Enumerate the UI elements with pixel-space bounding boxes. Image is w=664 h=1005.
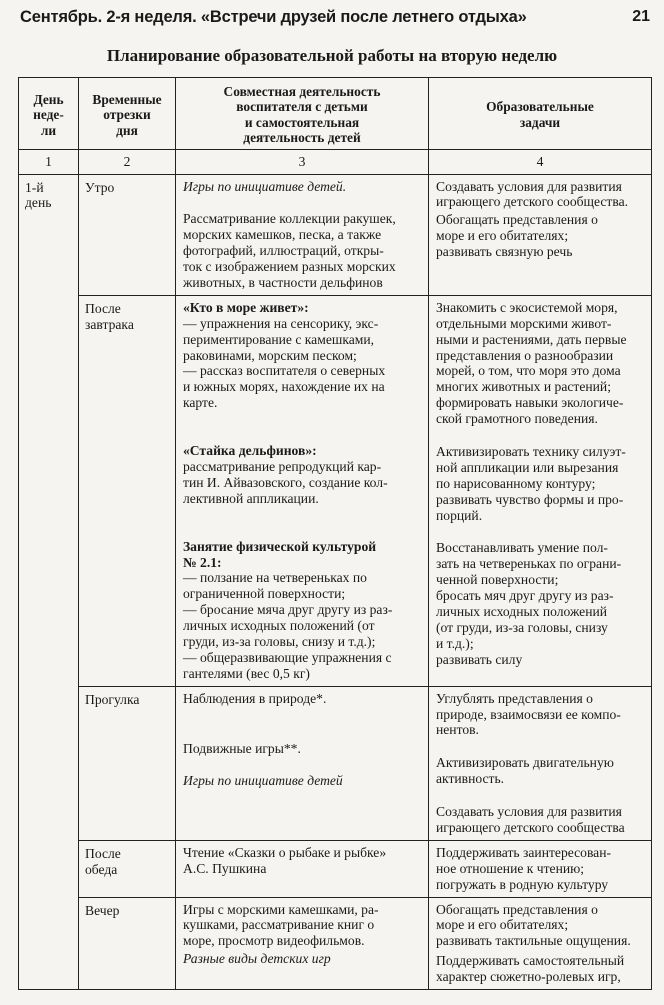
activity-heading: «Кто в море живет»: [183, 299, 309, 315]
activity-block [183, 773, 422, 789]
task-cell [429, 295, 652, 686]
activity-line: Наблюдения в природе*. [183, 690, 327, 706]
activity-line: Подвижные игры**. [183, 740, 301, 756]
time-label: обеда [85, 861, 118, 877]
header-time-line: дня [116, 122, 138, 138]
task-cell [429, 840, 652, 897]
header-time-segments [79, 78, 176, 150]
task-line: отдельными морскими живот- [436, 315, 612, 331]
task-line: Активизировать технику силуэт- [436, 443, 626, 459]
activity-line: Разные виды детских игр [183, 951, 331, 967]
task-line: развивать тактильные ощущения. [436, 933, 631, 949]
activity-block [183, 902, 422, 950]
column-number: 1 [19, 149, 79, 174]
task-line: зать на четвереньках по ограни- [436, 556, 622, 572]
table-row [19, 686, 652, 840]
table-row [19, 295, 652, 686]
activity-line: А.С. Пушкина [183, 860, 267, 876]
column-number-row [19, 149, 652, 174]
activity-block [183, 443, 422, 507]
activity-block [183, 179, 422, 195]
activity-line: гантелями (вес 0,5 кг) [183, 665, 310, 681]
task-block [436, 845, 645, 893]
activity-heading: № 2.1: [183, 554, 222, 570]
header-day-line: ли [40, 122, 57, 138]
task-line: формировать навыки экологиче- [436, 395, 624, 411]
activity-line: — упражнения на сенсорику, экс- [183, 315, 379, 331]
activity-line: Игры по инициативе детей [183, 773, 343, 789]
activity-line: личных исходных положений (от [183, 618, 375, 634]
task-line: развивать чувство формы и про- [436, 491, 624, 507]
task-line: природе, взаимосвязи ее компо- [436, 706, 621, 722]
time-label: После [85, 845, 121, 861]
activity-line: Игры по инициативе детей. [183, 178, 347, 194]
day-label: 1-й [25, 179, 44, 195]
activity-line: Рассматривание коллекции ракушек, [183, 211, 396, 227]
activity-line: морских камешков, песка, а также [183, 227, 382, 243]
header-tasks [429, 78, 652, 150]
table-header-row [19, 78, 652, 150]
activity-line: кушками, рассматривание книг о [183, 917, 375, 933]
task-line: ное отношение к чтению; [436, 860, 585, 876]
activity-line: фотографий, иллюстраций, откры- [183, 243, 384, 259]
activity-cell [176, 897, 429, 989]
table-row [19, 897, 652, 989]
task-block [436, 212, 645, 260]
header-activities [176, 78, 429, 150]
task-cell [429, 686, 652, 840]
task-line: Поддерживать самостоятельный [436, 953, 625, 969]
column-number: 4 [429, 149, 652, 174]
activity-block [183, 300, 422, 411]
activity-line: лективной аппликации. [183, 490, 319, 506]
activity-line: — общеразвивающие упражнения с [183, 649, 392, 665]
activity-line: — рассказ воспитателя о северных [183, 363, 386, 379]
activity-cell [176, 686, 429, 840]
header-day-line: неде- [33, 107, 64, 123]
activity-block [183, 691, 422, 707]
task-cell [429, 897, 652, 989]
header-activities-line: и самостоятельная [244, 114, 360, 130]
time-label: завтрака [85, 316, 134, 332]
activity-line: Игры с морскими камешками, ра- [183, 901, 379, 917]
activity-cell [176, 295, 429, 686]
task-block [436, 540, 645, 667]
activity-line: — ползание на четвереньках по [183, 570, 367, 586]
task-block [436, 804, 645, 836]
task-line: личных исходных положений [436, 604, 608, 619]
task-line: погружать в родную культуру [436, 876, 609, 892]
task-line: развивать силу [436, 651, 523, 667]
header-day-line: День [33, 91, 64, 107]
task-line: по нарисованному контуру; [436, 475, 596, 491]
header-time-line: отрезки [103, 107, 151, 123]
activity-line: животных, в частности дельфинов [183, 274, 383, 290]
task-cell [429, 174, 652, 295]
activity-line: ток с изображением разных морских [183, 259, 396, 275]
task-line: (от груди, из-за головы, снизу [436, 619, 608, 635]
task-block [436, 444, 645, 523]
task-block [436, 755, 645, 787]
task-block [436, 953, 645, 985]
activity-line: Чтение «Сказки о рыбаке и рыбке» [183, 844, 387, 860]
header-activities-line: воспитателя с детьми [236, 99, 368, 115]
time-cell [79, 174, 176, 295]
table-body [19, 174, 652, 990]
activity-cell [176, 840, 429, 897]
column-number: 3 [176, 149, 429, 174]
planning-table [18, 77, 652, 990]
task-line: Знакомить с экосистемой моря, [436, 299, 618, 315]
time-label: После [85, 300, 121, 316]
time-label: Вечер [85, 902, 120, 918]
activity-line: периментирование с камешками, [183, 331, 375, 347]
task-line: ной аппликации или вырезания [436, 459, 619, 475]
column-number: 2 [79, 149, 176, 174]
activity-block [183, 211, 422, 290]
time-cell [79, 897, 176, 989]
activity-heading: «Стайка дельфинов»: [183, 443, 317, 459]
task-line: Обогащать представления о [436, 901, 598, 917]
task-line: бросать мяч друг другу из раз- [436, 588, 614, 604]
activity-line: и южных морях, нахождение их на [183, 379, 385, 395]
task-line: ченной поверхности; [436, 572, 559, 588]
task-block [436, 300, 645, 427]
header-tasks-line: Образовательные [486, 99, 594, 115]
activity-heading: Занятие физической культурой [183, 538, 377, 554]
task-line: представления о разнообразии [436, 347, 614, 363]
task-line: активность. [436, 771, 505, 787]
task-line: Восстанавливать умение пол- [436, 540, 608, 556]
time-cell [79, 295, 176, 686]
activity-block [183, 539, 422, 682]
task-block [436, 179, 645, 211]
table-row [19, 174, 652, 295]
activity-block [183, 845, 422, 877]
activity-line: рассматривание репродукций кар- [183, 458, 382, 474]
time-cell [79, 840, 176, 897]
time-label: Прогулка [85, 691, 140, 707]
header-time-line: Временные [92, 91, 162, 107]
task-line: играющего детского сообщества. [436, 194, 629, 210]
time-label: Утро [85, 179, 115, 195]
task-line: развивать связную речь [436, 244, 573, 260]
activity-cell [176, 174, 429, 295]
task-line: Создавать условия для развития [436, 804, 622, 820]
task-line: Создавать условия для развития [436, 178, 622, 194]
task-line: Углублять представления о [436, 690, 593, 706]
running-header: Сентябрь. 2-я неделя. «Встречи друзей после летнего отдыха» [20, 8, 527, 26]
task-line: море и его обитателях; [436, 917, 569, 933]
time-cell [79, 686, 176, 840]
header-tasks-line: задачи [519, 114, 561, 130]
table-row [19, 840, 652, 897]
day-label: день [25, 195, 52, 211]
task-line: море и его обитателях; [436, 228, 569, 244]
task-line: характер сюжетно-ролевых игр, [436, 969, 621, 985]
task-line: Активизировать двигательную [436, 755, 614, 771]
day-cell [19, 174, 79, 990]
task-block [436, 902, 645, 950]
task-line: Обогащать представления о [436, 212, 598, 228]
activity-line: груди, из-за головы, снизу и т.д.); [183, 634, 376, 649]
activity-block [183, 951, 422, 967]
header-activities-line: деятельность детей [243, 130, 361, 146]
activity-line: раковинами, морским песком; [183, 347, 357, 363]
activity-line: ограниченной поверхности; [183, 586, 346, 602]
task-line: морей, о том, что моря это дома [436, 363, 621, 379]
task-line: и т.д.); [436, 635, 474, 651]
task-block [436, 691, 645, 739]
activity-line: тин И. Айвазовского, создание кол- [183, 474, 388, 490]
task-line: ными и растениями, дать первые [436, 331, 627, 347]
task-line: нентов. [436, 722, 479, 738]
header-activities-line: Совместная деятельность [223, 84, 381, 99]
task-line: многих животных и растений; [436, 379, 611, 395]
task-line: Поддерживать заинтересован- [436, 844, 612, 860]
activity-line: море, просмотр видеофильмов. [183, 933, 365, 949]
page-title: Планирование образовательной работы на вторую неделю [106, 46, 558, 65]
task-line: порций. [436, 507, 483, 523]
task-line: играющего детского сообщества [436, 820, 625, 836]
activity-line: карте. [183, 395, 218, 411]
task-line: ской грамотного поведения. [436, 411, 598, 427]
header-day [19, 78, 79, 150]
activity-line: — бросание мяча друг другу из раз- [183, 602, 393, 618]
page-number: 21 [632, 8, 650, 25]
activity-block [183, 741, 422, 757]
